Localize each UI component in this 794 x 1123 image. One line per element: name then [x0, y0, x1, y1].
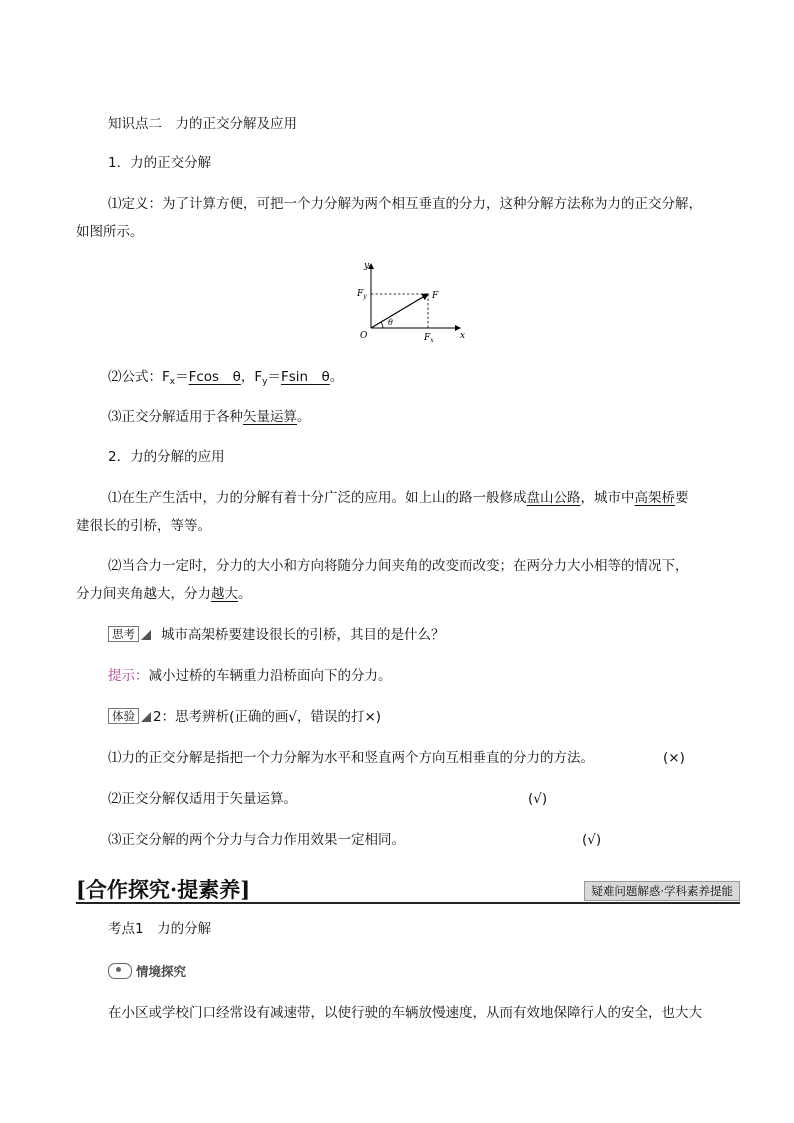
fx-label: $F_x$ — [424, 333, 434, 344]
origin-label: O — [360, 331, 368, 341]
section-heading: 知识点二 力的正交分解及应用 — [108, 116, 297, 132]
banner-rule — [76, 902, 740, 904]
triangle-icon — [141, 630, 151, 640]
force-decomposition-figure — [350, 256, 480, 348]
definition-line1: ⑴定义：为了计算方便，可把一个力分解为两个相互垂直的分力，这种分解方法称为力的正交分解， — [108, 196, 702, 212]
exercise-mark: (×) — [663, 750, 685, 766]
theta-label: θ — [388, 318, 393, 327]
fy-label: $F_y$ — [357, 289, 367, 300]
exercise-item: ⑶正交分解的两个分力与合力作用效果一定相同。 — [108, 832, 405, 848]
scene-heading — [108, 962, 186, 980]
topic-label: 考点1 力的分解 — [108, 921, 212, 937]
angle-arc — [381, 322, 383, 328]
exercise-mark: (√) — [528, 791, 548, 807]
application-2-line2: 分力间夹角越大，分力越大。 — [76, 586, 252, 602]
x-axis-label: x — [460, 331, 466, 341]
subheading-application: 2．力的分解的应用 — [108, 449, 225, 465]
application-2-line1: ⑵当合力一定时，分力的大小和方向将随分力间夹角的改变而改变；在两分力大小相等的情况下， — [108, 558, 689, 574]
think-tag: 思考 — [108, 626, 139, 642]
applicability-line: ⑶正交分解适用于各种矢量运算。 — [108, 409, 311, 425]
definition-line2: 如图所示。 — [76, 224, 144, 240]
section-banner — [76, 876, 740, 904]
scene-label: 情境探究 — [136, 964, 187, 979]
triangle-icon — [141, 712, 151, 722]
banner-badge: 疑难问题解惑·学科素养提能 — [584, 881, 740, 901]
exercise-title: 体验 2：思考辨析(正确的画√，错误的打×) — [108, 707, 381, 727]
y-axis-label: y — [364, 261, 370, 271]
exercise-tag: 体验 — [108, 708, 139, 724]
application-1-line1: ⑴在生产生活中，力的分解有着十分广泛的应用。如上山的路一般修成盘山公路，城市中高架桥要 — [108, 490, 689, 506]
banner-title: [合作探究·提素养] — [76, 877, 251, 902]
exercise-item: ⑵正交分解仅适用于矢量运算。 — [108, 791, 297, 807]
exercise-item: ⑴力的正交分解是指把一个力分解为水平和竖直两个方向互相垂直的分力的方法。 — [108, 750, 594, 766]
hint-line: 提示：减小过桥的车辆重力沿桥面向下的分力。 — [108, 668, 392, 684]
hint-label: 提示： — [108, 668, 149, 684]
formula-line: ⑵公式：$F_x=Fcos$ θ，$F_y=Fsin$ θ。 — [108, 369, 344, 387]
scene-paragraph: 在小区或学校门口经常设有减速带，以使行驶的车辆放慢速度，从而有效地保障行人的安全，也大大 — [108, 1005, 702, 1021]
force-vector — [371, 294, 428, 328]
subheading-orthogonal: 1．力的正交分解 — [108, 155, 212, 171]
force-label: F — [432, 291, 439, 301]
application-1-line2: 建很长的引桥，等等。 — [76, 518, 211, 534]
exercise-mark: (√) — [582, 832, 602, 848]
think-question: 思考 城市高架桥要建设很长的引桥，其目的是什么？ — [108, 625, 445, 645]
scene-icon — [108, 963, 132, 979]
